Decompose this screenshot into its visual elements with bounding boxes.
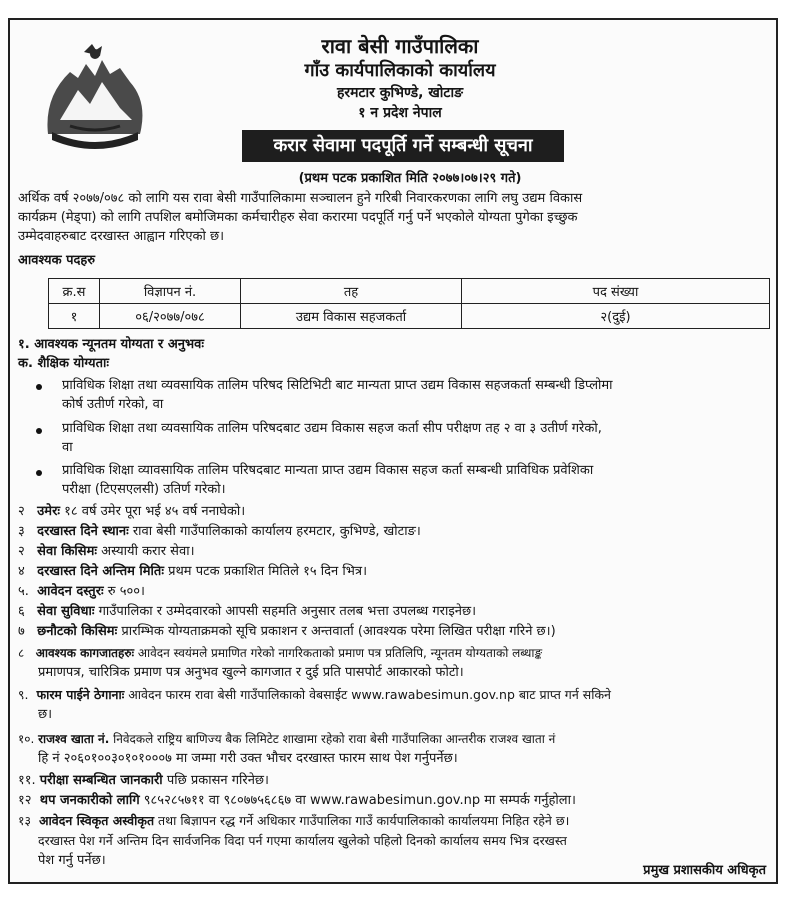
cell-advert-no: ०६/२०७७/०७८	[100, 304, 241, 329]
signature-title: प्रमुख प्रशासकीय अधिकृत	[643, 863, 766, 878]
intro-line-1: अर्थिक वर्ष २०७७/०७८ को लागि यस रावा बेसी गाउँपालिकामा सञ्चालन हुने गरिबी निवारकरणका लागि लघु उद्यम विकास	[18, 191, 583, 206]
intro-line-3: उम्मेदवाहरुबाट दरखास्त आह्वान गरिएको छ।	[18, 229, 225, 244]
office-province: १ न प्रदेश नेपाल	[358, 105, 442, 121]
item-authority: १३ आवेदन स्विकृत अस्वीकृत तथा बिज्ञापन रद्ध गर्ने अधिकार गाउँपालिका गाउँ कार्यपालिकाको कार्यालयमा निहित रहेने छ।	[18, 813, 570, 828]
qualification-1-line-1: प्राविधिक शिक्षा तथा व्यवसायिक तालिम परिषद सिटिभिटी बाट मान्यता प्राप्त उद्यम विकास सहजकर्ता सम्बन्धी डिप्लोमा	[62, 378, 613, 393]
bullet-icon	[36, 470, 42, 476]
section-ka-heading: क. शैक्षिक योग्यताः	[18, 356, 109, 371]
publish-date-line: (प्रथम पटक प्रकाशित मिति २०७७।०७।२९ गते)	[298, 171, 522, 186]
table-row	[49, 304, 770, 329]
cell-level: उद्यम विकास सहजकर्ता	[241, 304, 462, 329]
cell-sn: १	[49, 304, 100, 329]
item-age: २ उमेरः १८ वर्ष उमेर पूरा भई ४५ वर्ष ननाघेको।	[18, 504, 246, 519]
bullet-icon	[36, 428, 42, 434]
item-form-location-cont: छ।	[38, 707, 53, 722]
table-header-row	[49, 279, 770, 304]
item-documents: ८ आवश्यक कागजातहरुः आवेदन स्वयंमले प्रमाणित गरेको नागरिकताको प्रमाण पत्र प्रतिलिपि, न्यूनतम योग्यताको लब्धाङ्क	[18, 646, 543, 660]
item-service-type: २ सेवा किसिमः अस्यायी करार सेवा।	[18, 544, 195, 559]
item-documents-cont: प्रमाणपत्र, चारित्रिक प्रमाण पत्र अनुभव खुल्ने कागजात र दुई प्रति पासपोर्ट आकारको फोटो।	[38, 665, 464, 680]
item-facilities: ६ सेवा सुविधाः गाउँपालिका र उम्मेदवारको आपसी सहमति अनुसार तलब भत्ता उपलब्ध गराइनेछ।	[18, 604, 476, 619]
item-selection: ७ छनौटको किसिमः प्रारम्भिक योग्यताक्रमको सूचि प्रकाशन र अन्तवार्ता (आवश्यक परेमा लिखित परीक्षा गरिने छ।)	[18, 624, 556, 639]
qualification-1-line-2: कोर्ष उतीर्ण गरेको, वा	[62, 397, 164, 412]
office-subtitle: गाँउ कार्यपालिकाको कार्यालय	[304, 60, 496, 81]
item-form-location: ९. फारम पाईने ठेगानाः आवेदन फारम रावा बेसी गाउँपालिकाको वेबसाईट www.rawabesimun.gov.np बाट प्राप्त गर्न सकिने	[18, 687, 611, 702]
posts-heading: आवश्यक पदहरु	[18, 253, 96, 268]
office-name: रावा बेसी गाउँपालिका	[321, 34, 479, 58]
col-header-post-count: पद संख्या	[462, 279, 770, 304]
item-fee: ५. आवेदन दस्तुरः रु ५००।	[18, 584, 145, 599]
item-revenue-account-cont: हि नं २०६०१००३०१०१०००७ मा जम्मा गरी उक्त भौचर दरखास्त फारम साथ पेश गर्नुपर्नेछ।	[38, 751, 458, 766]
item-authority-cont-2: पेश गर्नु पर्नेछ।	[38, 853, 106, 868]
notice-document	[8, 18, 778, 884]
cell-post-count: २(दुई)	[462, 304, 770, 329]
qualification-2-line-2: वा	[62, 440, 73, 455]
qualification-2-line-1: प्राविधिक शिक्षा तथा व्यवसायिक तालिम परिषदबाट उद्यम विकास सहज कर्ता सीप परीक्षण तह २ वा ३ उतीर्ण गरेको,	[62, 421, 602, 436]
bullet-icon	[36, 384, 42, 390]
intro-line-2: कार्यक्रम (मेड्पा) को लागि तपशिल बमोजिमका कर्मचारीहरु सेवा करारमा पदपूर्ति गर्नु पर्ने भएकोले योग्यता पुगेका इच्छुक	[18, 210, 578, 225]
qualification-3-line-2: परीक्षा (टिएसएलसी) उतिर्ण गरेको।	[62, 482, 226, 497]
item-revenue-account: १०. राजश्व खाता नं. निवेदकले राष्ट्रिय बाणिज्य बैक लिमिटेट शाखामा रहेको रावा बेसी गाउँपालिका आन्तरीक राजश्व खाता नं	[18, 732, 556, 746]
nepal-emblem-icon	[40, 42, 150, 152]
item-deadline: ४ दरखास्त दिने अन्तिम मितिः प्रथम पटक प्रकाशित मितिले १५ दिन भित्र।	[18, 564, 368, 579]
qualification-3-line-1: प्राविधिक शिक्षा व्यावसायिक तालिम परिषदबाट मान्यता प्राप्त उद्यम विकास सहज कर्ता सम्बन्धी प्राविधिक प्रवेशिका	[62, 463, 594, 478]
col-header-advert-no: विज्ञापन नं.	[100, 279, 241, 304]
office-address: हरमटार कुभिण्डे, खोटाङ	[336, 85, 464, 101]
item-contact: १२ थप जनकारीको लागि ९८५२८५७११ वा ९८०७७५६८६७ वा www.rawabesimun.gov.np मा सम्पर्क गर्नुहोला।	[18, 793, 576, 808]
item-exam-info: ११. परीक्षा सम्बन्धित जानकारी पछि प्रकासन गरिनेछ।	[18, 773, 269, 788]
item-application-place: ३ दरखास्त दिने स्थानः रावा बेसी गाउँपालिकाको कार्यालय हरमटार, कुभिण्डे, खोटाङ।	[18, 524, 421, 539]
col-header-sn: क्र.स	[49, 279, 100, 304]
col-header-level: तह	[241, 279, 462, 304]
notice-title: करार सेवामा पदपूर्ति गर्ने सम्बन्धी सूचना	[242, 130, 564, 162]
posts-table	[48, 278, 770, 329]
section-1-heading: १. आवश्यक न्यूनतम योग्यता र अनुभवः	[18, 337, 204, 352]
item-authority-cont-1: दरखास्त पेश गर्ने अन्तिम दिन सार्वजनिक विदा पर्न गएमा कार्यालय खुलेको पहिलो दिनको कार्यालय समय भित्र दरखस्त	[38, 833, 567, 848]
